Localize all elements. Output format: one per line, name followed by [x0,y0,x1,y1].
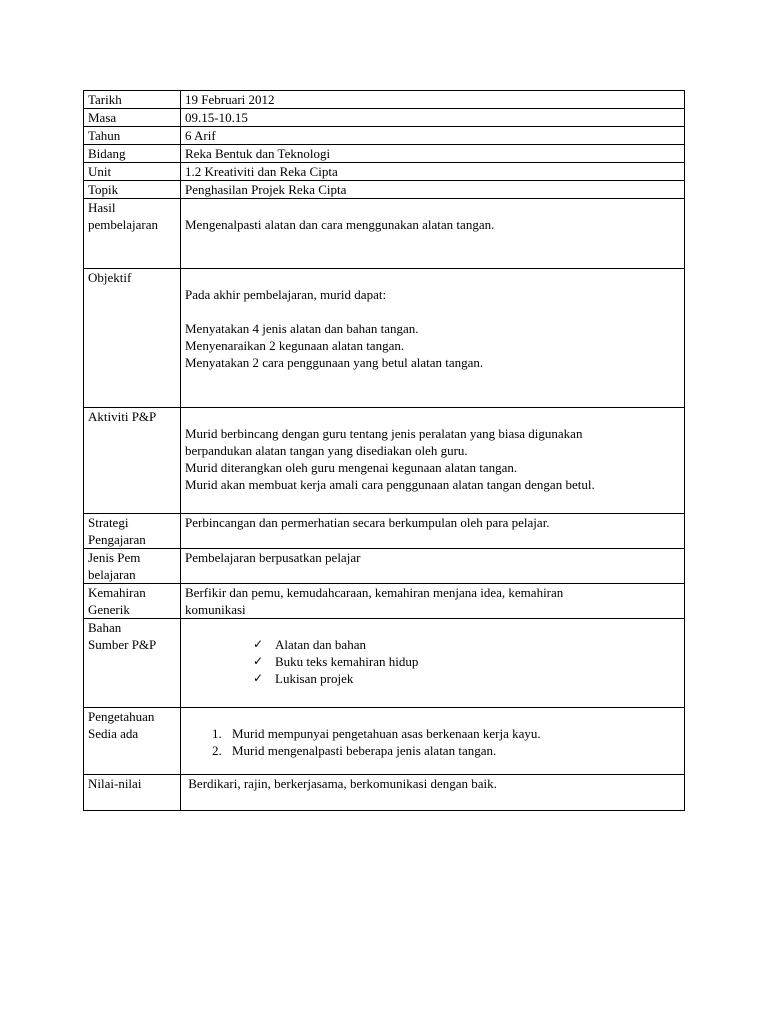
list-item: 2. Murid mengenalpasti beberapa jenis alatan tangan. [212,743,497,758]
value-pengetahuan [181,708,685,775]
pengetahuan-list [185,725,680,759]
label-nilai: Nilai-nilai [84,775,181,811]
objektif-item: Menyatakan 4 jenis alatan dan bahan tangan. [185,321,419,336]
row-jenis [84,549,685,584]
label-strategi-line1: Strategi [88,515,129,530]
aktiviti-line: berpandukan alatan tangan yang disediakan oleh guru. [185,443,468,458]
value-hasil-text: Mengenalpasti alatan dan cara menggunakan alatan tangan. [185,217,495,232]
value-bahan [181,619,685,708]
value-hasil [181,199,685,269]
label-aktiviti: Aktiviti P&P [84,408,181,514]
row-aktiviti [84,408,685,514]
label-strategi [84,514,181,549]
label-bahan [84,619,181,708]
label-kemahiran-line2: Generik [88,602,130,617]
row-tahun [84,127,685,145]
value-aktiviti [181,408,685,514]
label-unit: Unit [84,163,181,181]
checkmark-icon: ✓ [253,671,264,685]
value-bidang: Reka Bentuk dan Teknologi [181,145,685,163]
row-unit [84,163,685,181]
objektif-item: Menyenaraikan 2 kegunaan alatan tangan. [185,338,405,353]
label-hasil-line1: Hasil [88,200,116,215]
row-bidang [84,145,685,163]
label-kemahiran [84,584,181,619]
aktiviti-line: Murid diterangkan oleh guru mengenai kegunaan alatan tangan. [185,460,518,475]
value-unit: 1.2 Kreativiti dan Reka Cipta [181,163,685,181]
label-pengetahuan [84,708,181,775]
label-jenis-line1: Jenis Pem [88,550,141,565]
label-strategi-line2: Pengajaran [88,532,146,547]
label-hasil-line2: pembelajaran [88,217,159,232]
row-hasil [84,199,685,269]
kemahiran-line: Berfikir dan pemu, kemudahcaraan, kemahiran menjana idea, kemahiran [185,585,564,600]
row-strategi [84,514,685,549]
list-item: ✓ Alatan dan bahan [253,637,366,652]
value-masa: 09.15-10.15 [181,109,685,127]
row-nilai [84,775,685,811]
objektif-intro: Pada akhir pembelajaran, murid dapat: [185,287,387,302]
row-bahan [84,619,685,708]
label-tahun: Tahun [84,127,181,145]
row-pengetahuan [84,708,685,775]
list-item: ✓ Lukisan projek [253,671,354,686]
label-pengetahuan-line2: Sedia ada [88,726,139,741]
label-objektif: Objektif [84,269,181,408]
value-kemahiran [181,584,685,619]
aktiviti-line: Murid berbincang dengan guru tentang jenis peralatan yang biasa digunakan [185,426,583,441]
value-tahun: 6 Arif [181,127,685,145]
row-kemahiran [84,584,685,619]
list-item: ✓ Buku teks kemahiran hidup [253,654,419,669]
label-bahan-line1: Bahan [88,620,122,635]
row-topik [84,181,685,199]
label-topik: Topik [84,181,181,199]
objektif-item: Menyatakan 2 cara penggunaan yang betul alatan tangan. [185,355,484,370]
label-bahan-line2: Sumber P&P [88,637,157,652]
label-hasil [84,199,181,269]
bahan-list [185,636,680,687]
label-pengetahuan-line1: Pengetahuan [88,709,155,724]
label-tarikh: Tarikh [84,91,181,109]
row-masa [84,109,685,127]
value-tarikh: 19 Februari 2012 [181,91,685,109]
kemahiran-line: komunikasi [185,602,246,617]
label-kemahiran-line1: Kemahiran [88,585,146,600]
value-topik: Penghasilan Projek Reka Cipta [181,181,685,199]
checkmark-icon: ✓ [253,637,264,651]
label-masa: Masa [84,109,181,127]
aktiviti-line: Murid akan membuat kerja amali cara penggunaan alatan tangan dengan betul. [185,477,595,492]
label-jenis-line2: belajaran [88,567,136,582]
row-objektif [84,269,685,408]
lesson-plan-table [83,90,685,811]
value-jenis: Pembelajaran berpusatkan pelajar [181,549,685,584]
list-item: 1. Murid mempunyai pengetahuan asas berkenaan kerja kayu. [212,726,541,741]
value-nilai: Berdikari, rajin, berkerjasama, berkomunikasi dengan baik. [181,775,685,811]
value-strategi: Perbincangan dan permerhatian secara berkumpulan oleh para pelajar. [181,514,685,549]
checkmark-icon: ✓ [253,654,264,668]
value-objektif [181,269,685,408]
label-bidang: Bidang [84,145,181,163]
label-jenis [84,549,181,584]
row-tarikh [84,91,685,109]
